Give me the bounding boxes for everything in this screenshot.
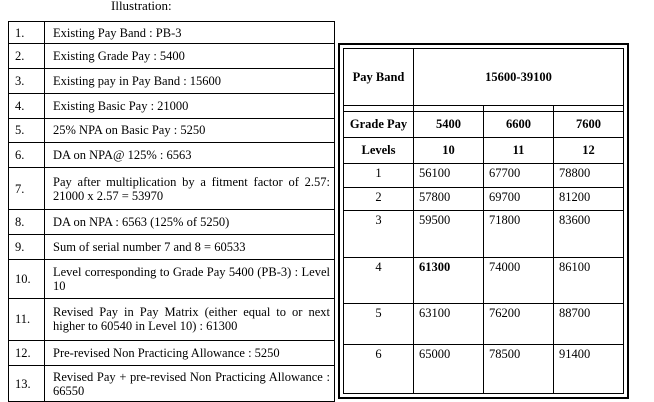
step-row bbox=[9, 93, 335, 118]
step-row bbox=[9, 210, 335, 234]
matrix-row bbox=[344, 164, 624, 188]
matrix-cell: 63100 bbox=[414, 304, 484, 345]
row-index: 2 bbox=[344, 188, 414, 211]
step-text: Sum of serial number 7 and 8 = 60533 bbox=[45, 234, 335, 259]
matrix-cell: 57800 bbox=[414, 188, 484, 211]
step-number: 6. bbox=[9, 143, 45, 168]
step-text: Existing Pay Band : PB-3 bbox=[45, 22, 335, 44]
step-number: 4. bbox=[9, 93, 45, 118]
illustration-heading: Illustration: bbox=[111, 0, 172, 13]
matrix-cell: 88700 bbox=[554, 304, 624, 345]
matrix-cell: 67700 bbox=[484, 164, 554, 188]
step-text: Pay after multiplication by a fitment factor of 2.57: 21000 x 2.57 = 53970 bbox=[45, 168, 335, 210]
step-row bbox=[9, 22, 335, 44]
step-number: 1. bbox=[9, 22, 45, 44]
matrix-row bbox=[344, 258, 624, 304]
step-text: Existing pay in Pay Band : 15600 bbox=[45, 69, 335, 93]
matrix-cell: 69700 bbox=[484, 188, 554, 211]
step-number: 10. bbox=[9, 259, 45, 298]
step-number: 11. bbox=[9, 298, 45, 340]
matrix-cell: 65000 bbox=[414, 345, 484, 394]
step-number: 13. bbox=[9, 366, 45, 402]
row-index: 1 bbox=[344, 164, 414, 188]
matrix-row bbox=[344, 188, 624, 211]
step-text: Revised Pay in Pay Matrix (either equal to or next higher to 60540 in Level 10) : 61300 bbox=[45, 298, 335, 340]
pay-matrix-frame bbox=[338, 43, 629, 399]
calculation-steps-table bbox=[8, 21, 335, 402]
levels-row bbox=[344, 138, 624, 164]
step-number: 9. bbox=[9, 234, 45, 259]
step-number: 7. bbox=[9, 168, 45, 210]
step-number: 3. bbox=[9, 69, 45, 93]
matrix-row bbox=[344, 211, 624, 258]
step-row bbox=[9, 340, 335, 365]
pay-band-label: Pay Band bbox=[344, 49, 414, 106]
step-row bbox=[9, 143, 335, 168]
step-number: 8. bbox=[9, 210, 45, 234]
matrix-cell: 78800 bbox=[554, 164, 624, 188]
grade-pay-cell: 6600 bbox=[484, 112, 554, 138]
step-text: Existing Grade Pay : 5400 bbox=[45, 44, 335, 69]
row-index: 5 bbox=[344, 304, 414, 345]
step-row bbox=[9, 69, 335, 93]
levels-label: Levels bbox=[344, 138, 414, 164]
step-row bbox=[9, 44, 335, 69]
grade-pay-label: Grade Pay bbox=[344, 112, 414, 138]
matrix-cell: 78500 bbox=[484, 345, 554, 394]
step-row bbox=[9, 366, 335, 402]
step-row bbox=[9, 118, 335, 142]
matrix-cell: 56100 bbox=[414, 164, 484, 188]
step-number: 5. bbox=[9, 118, 45, 142]
matrix-cell: 91400 bbox=[554, 345, 624, 394]
matrix-cell-highlighted: 61300 bbox=[414, 258, 484, 304]
grade-pay-cell: 5400 bbox=[414, 112, 484, 138]
row-index: 6 bbox=[344, 345, 414, 394]
pay-band-value: 15600-39100 bbox=[414, 49, 624, 106]
step-row bbox=[9, 298, 335, 340]
step-number: 12. bbox=[9, 340, 45, 365]
pay-matrix-table bbox=[343, 48, 624, 394]
step-row bbox=[9, 259, 335, 298]
pay-band-row bbox=[344, 49, 624, 106]
matrix-cell: 81200 bbox=[554, 188, 624, 211]
level-cell: 11 bbox=[484, 138, 554, 164]
step-text: DA on NPA@ 125% : 6563 bbox=[45, 143, 335, 168]
matrix-cell: 76200 bbox=[484, 304, 554, 345]
level-cell: 12 bbox=[554, 138, 624, 164]
row-index: 4 bbox=[344, 258, 414, 304]
step-text: Pre-revised Non Practicing Allowance : 5250 bbox=[45, 340, 335, 365]
matrix-row bbox=[344, 345, 624, 394]
step-text: Revised Pay + pre-revised Non Practicing Allowance : 66550 bbox=[45, 366, 335, 402]
grade-pay-cell: 7600 bbox=[554, 112, 624, 138]
matrix-row bbox=[344, 304, 624, 345]
level-cell: 10 bbox=[414, 138, 484, 164]
step-number: 2. bbox=[9, 44, 45, 69]
step-text: DA on NPA : 6563 (125% of 5250) bbox=[45, 210, 335, 234]
matrix-cell: 71800 bbox=[484, 211, 554, 258]
row-index: 3 bbox=[344, 211, 414, 258]
grade-pay-row bbox=[344, 112, 624, 138]
matrix-cell: 59500 bbox=[414, 211, 484, 258]
step-text: Existing Basic Pay : 21000 bbox=[45, 93, 335, 118]
matrix-cell: 86100 bbox=[554, 258, 624, 304]
step-text: 25% NPA on Basic Pay : 5250 bbox=[45, 118, 335, 142]
step-text: Level corresponding to Grade Pay 5400 (PB-3) : Level 10 bbox=[45, 259, 335, 298]
step-row bbox=[9, 168, 335, 210]
step-row bbox=[9, 234, 335, 259]
matrix-cell: 83600 bbox=[554, 211, 624, 258]
matrix-cell: 74000 bbox=[484, 258, 554, 304]
